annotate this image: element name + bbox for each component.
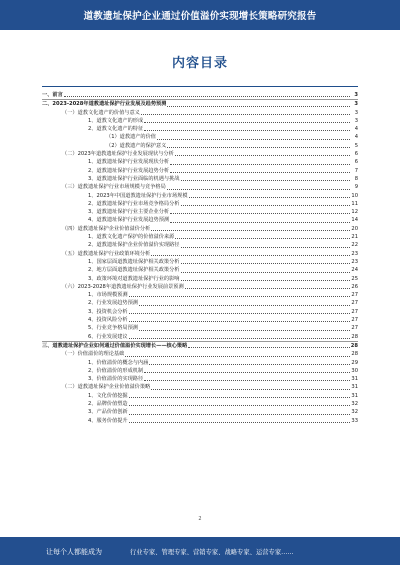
toc-entry-page: 29 [351, 359, 358, 366]
toc-entry-page: 27 [351, 317, 358, 324]
toc-entry[interactable] [42, 192, 358, 200]
toc-entry-title: （1）道教遗产的价值 [106, 134, 156, 141]
toc-entry[interactable] [42, 316, 358, 324]
toc-entry[interactable] [42, 175, 358, 183]
toc-entry[interactable] [42, 216, 358, 224]
toc-entry[interactable] [42, 341, 358, 350]
toc-entry-title: 2、道教遗址保护行业市场竞争格局分析 [88, 200, 180, 207]
toc-entry-page: 28 [350, 342, 358, 349]
toc-entry-title: 1、道教文化遗产的形成 [88, 117, 144, 124]
toc-entry[interactable] [42, 408, 358, 416]
toc-leader-dots [175, 155, 350, 156]
toc-entry-title: （2）道教遗产的保护意义 [106, 142, 167, 149]
toc-entry[interactable] [42, 167, 358, 175]
toc-entry[interactable] [42, 324, 358, 332]
toc-entry-page: 32 [351, 400, 358, 407]
toc-entry-title: （五）道教遗址保护行业政策环境分析 [62, 250, 151, 257]
footer-expert-list: 行业专家、管理专家、营销专家、战略专家、运营专家…… [130, 549, 294, 556]
toc-entry-page: 23 [351, 250, 358, 257]
toc-entry-page: 3 [354, 92, 358, 98]
page-number: 2 [198, 516, 202, 522]
toc-leader-dots [167, 147, 350, 148]
toc-leader-dots [129, 321, 350, 322]
toc-entry[interactable] [42, 183, 358, 191]
toc-leader-dots [139, 305, 350, 306]
toc-entry-page: 23 [351, 258, 358, 265]
toc-entry-title: 4、投资风险分析 [88, 317, 128, 324]
toc-leader-dots [149, 364, 350, 365]
toc-leader-dots [167, 106, 350, 107]
toc-leader-dots [141, 114, 350, 115]
toc-entry[interactable] [42, 359, 358, 367]
toc-entry[interactable] [42, 99, 358, 108]
toc-entry[interactable] [42, 275, 358, 283]
toc-leader-dots [181, 263, 351, 264]
toc-entry-title: 3、价值溢价的实现路径 [88, 376, 144, 383]
toc-entry-page: 21 [351, 234, 358, 241]
toc-leader-dots [170, 222, 350, 223]
toc-entry[interactable] [42, 299, 358, 307]
toc-entry-page: 31 [351, 376, 358, 383]
toc-entry-page: 11 [351, 200, 358, 207]
toc-entry-title: 5、行业竞争格局预测 [88, 325, 138, 332]
toc-leader-dots [129, 313, 350, 314]
toc-leader-dots [139, 330, 350, 331]
table-of-contents [42, 91, 358, 425]
toc-leader-dots [188, 347, 350, 348]
toc-entry-title: 2、价值溢价的形成机制 [88, 367, 144, 374]
toc-entry[interactable] [42, 383, 358, 391]
toc-entry[interactable] [42, 241, 358, 249]
toc-entry-title: 2、地方层面道教遗址保护相关政策分析 [88, 267, 180, 274]
toc-entry-title: 3、政策环境对道教遗址保护行业的影响 [88, 275, 180, 282]
toc-leader-dots [129, 296, 350, 297]
toc-entry-page: 25 [351, 275, 358, 282]
toc-entry-title: （二）2023年道教遗址保护行业发展现状与分析 [62, 151, 174, 158]
toc-entry-page: 3 [354, 101, 358, 108]
toc-entry-page: 5 [354, 142, 358, 149]
toc-entry[interactable] [42, 150, 358, 158]
toc-leader-dots [151, 389, 350, 390]
toc-entry-page: 30 [351, 367, 358, 374]
toc-entry-title: 1、文化价值挖掘 [88, 392, 128, 399]
toc-entry[interactable] [42, 142, 358, 150]
toc-leader-dots [129, 414, 350, 415]
toc-entry-page: 33 [351, 417, 358, 424]
toc-leader-dots [144, 122, 350, 123]
toc-entry-page: 20 [351, 225, 358, 232]
toc-leader-dots [189, 197, 350, 198]
toc-entry-title: 2、品牌价值塑造 [88, 400, 128, 407]
toc-entry-page: 3 [354, 117, 358, 124]
toc-leader-dots [175, 238, 350, 239]
toc-entry-title: 4、道教遗址保护行业发展趋势预测 [88, 217, 170, 224]
toc-entry[interactable] [42, 91, 358, 99]
toc-entry[interactable] [42, 283, 358, 291]
toc-entry[interactable] [42, 208, 358, 216]
toc-entry-page: 22 [351, 242, 358, 249]
toc-entry-page: 4 [354, 126, 358, 133]
toc-leader-dots [64, 96, 350, 97]
toc-entry-title: 3、产品价值创新 [88, 409, 128, 416]
toc-entry-page: 31 [351, 392, 358, 399]
toc-entry[interactable] [42, 291, 358, 299]
toc-leader-dots [181, 272, 351, 273]
toc-entry[interactable] [42, 117, 358, 125]
toc-entry-title: （六）2023-2028年道教遗址保护行业发展前景预测 [62, 283, 184, 290]
toc-entry-page: 6 [354, 151, 358, 158]
toc-leader-dots [170, 213, 350, 214]
toc-entry[interactable] [42, 133, 358, 141]
toc-entry-title: （三）道教遗址保护行业市场规模与竞争格局 [62, 184, 166, 191]
toc-leader-dots [144, 380, 350, 381]
toc-leader-dots [185, 288, 350, 289]
toc-divider [42, 86, 358, 87]
toc-entry[interactable] [42, 158, 358, 166]
toc-entry[interactable] [42, 225, 358, 233]
toc-leader-dots [144, 130, 350, 131]
toc-leader-dots [125, 356, 350, 357]
toc-entry[interactable] [42, 375, 358, 383]
toc-entry-page: 6 [354, 159, 358, 166]
toc-entry-page: 14 [351, 217, 358, 224]
toc-leader-dots [151, 255, 350, 256]
toc-entry-title: （一）价值溢价的理论基础 [62, 351, 125, 358]
toc-entry-title: 3、道教遗址保护行业主要企业分析 [88, 209, 170, 216]
report-header-bar [0, 0, 400, 30]
toc-entry-page: 7 [354, 167, 358, 174]
toc-entry-title: （四）道教遗址保护企业价值溢价分析 [62, 225, 151, 232]
toc-leader-dots [129, 405, 350, 406]
toc-entry-page: 26 [351, 283, 358, 290]
toc-leader-dots [170, 172, 350, 173]
toc-entry-page: 28 [351, 333, 358, 340]
toc-entry-page: 27 [351, 300, 358, 307]
toc-entry[interactable] [42, 417, 358, 425]
toc-entry-title: 1、道教遗址保护行业发展现状分析 [88, 159, 170, 166]
toc-leader-dots [170, 164, 350, 165]
toc-entry-page: 28 [351, 351, 358, 358]
toc-leader-dots [181, 205, 351, 206]
toc-entry[interactable] [42, 258, 358, 266]
toc-entry-page: 8 [354, 175, 358, 182]
toc-heading: 内容目录 [171, 56, 228, 71]
toc-entry[interactable] [42, 308, 358, 316]
toc-entry-title: 6、行业发展建议 [88, 333, 128, 340]
toc-entry-title: 1、道教文化遗产保护的价值溢价来源 [88, 234, 175, 241]
toc-leader-dots [181, 247, 351, 248]
toc-entry-page: 31 [351, 384, 358, 391]
toc-entry-page: 27 [351, 325, 358, 332]
toc-entry[interactable] [42, 367, 358, 375]
toc-entry-page: 12 [351, 209, 358, 216]
report-title: 道教遗址保护企业通过价值溢价实现增长策略研究报告 [83, 11, 317, 22]
toc-entry-title: （二）道教遗址保护企业价值溢价策略 [62, 384, 151, 391]
footer-bar [0, 537, 400, 565]
toc-leader-dots [181, 280, 351, 281]
footer-slogan: 让每个人都能成为 [46, 548, 102, 556]
toc-entry-title: 1、国家层面道教遗址保护相关政策分析 [88, 258, 180, 265]
toc-entry-title: 3、投资机会分析 [88, 308, 128, 315]
toc-leader-dots [129, 338, 350, 339]
toc-entry-title: 2、道教遗址保护行业发展趋势分析 [88, 167, 170, 174]
toc-entry[interactable] [42, 109, 358, 117]
toc-entry-page: 27 [351, 292, 358, 299]
toc-leader-dots [129, 397, 350, 398]
toc-entry-title: 2、行业发展趋势预测 [88, 300, 138, 307]
toc-entry-page: 3 [354, 109, 358, 116]
toc-entry-page: 24 [351, 267, 358, 274]
toc-entry[interactable] [42, 350, 358, 358]
toc-entry-title: 1、市场规模预测 [88, 292, 128, 299]
toc-entry-page: 32 [351, 409, 358, 416]
toc-entry[interactable] [42, 233, 358, 241]
toc-entry-title: 1、价值溢价的概念与内涵 [88, 359, 149, 366]
toc-leader-dots [129, 422, 350, 423]
toc-entry-title: 二、2023-2028年道教遗址保护行业发展及趋势预测 [42, 101, 167, 108]
toc-entry-title: 三、道教遗址保护企业如何通过价值溢价实现增长——核心策略 [42, 342, 188, 349]
toc-leader-dots [181, 180, 351, 181]
toc-leader-dots [144, 372, 350, 373]
toc-entry[interactable] [42, 392, 358, 400]
toc-entry-title: （一）道教文化遗产的价值与意义 [62, 109, 140, 116]
toc-entry-title: 2、道教遗址保护企业价值溢价实现路径 [88, 242, 180, 249]
toc-entry-page: 10 [351, 192, 358, 199]
toc-leader-dots [167, 189, 350, 190]
toc-entry[interactable] [42, 250, 358, 258]
toc-entry[interactable] [42, 400, 358, 408]
toc-entry-title: 2、道教文化遗产的特征 [88, 126, 144, 133]
toc-entry[interactable] [42, 125, 358, 133]
toc-entry[interactable] [42, 333, 358, 341]
toc-leader-dots [157, 139, 350, 140]
toc-entry-title: 一、前言 [42, 92, 63, 98]
toc-leader-dots [151, 230, 350, 231]
toc-entry-page: 9 [354, 184, 358, 191]
toc-entry[interactable] [42, 266, 358, 274]
toc-entry-page: 4 [354, 134, 358, 141]
toc-entry-title: 3、道教遗址保护行业面临的机遇与挑战 [88, 175, 180, 182]
toc-entry-title: 4、服务价值提升 [88, 417, 128, 424]
toc-entry-page: 27 [351, 308, 358, 315]
toc-entry[interactable] [42, 200, 358, 208]
toc-entry-title: 1、2023年中国道教遗址保护行业市场规模 [88, 192, 188, 199]
